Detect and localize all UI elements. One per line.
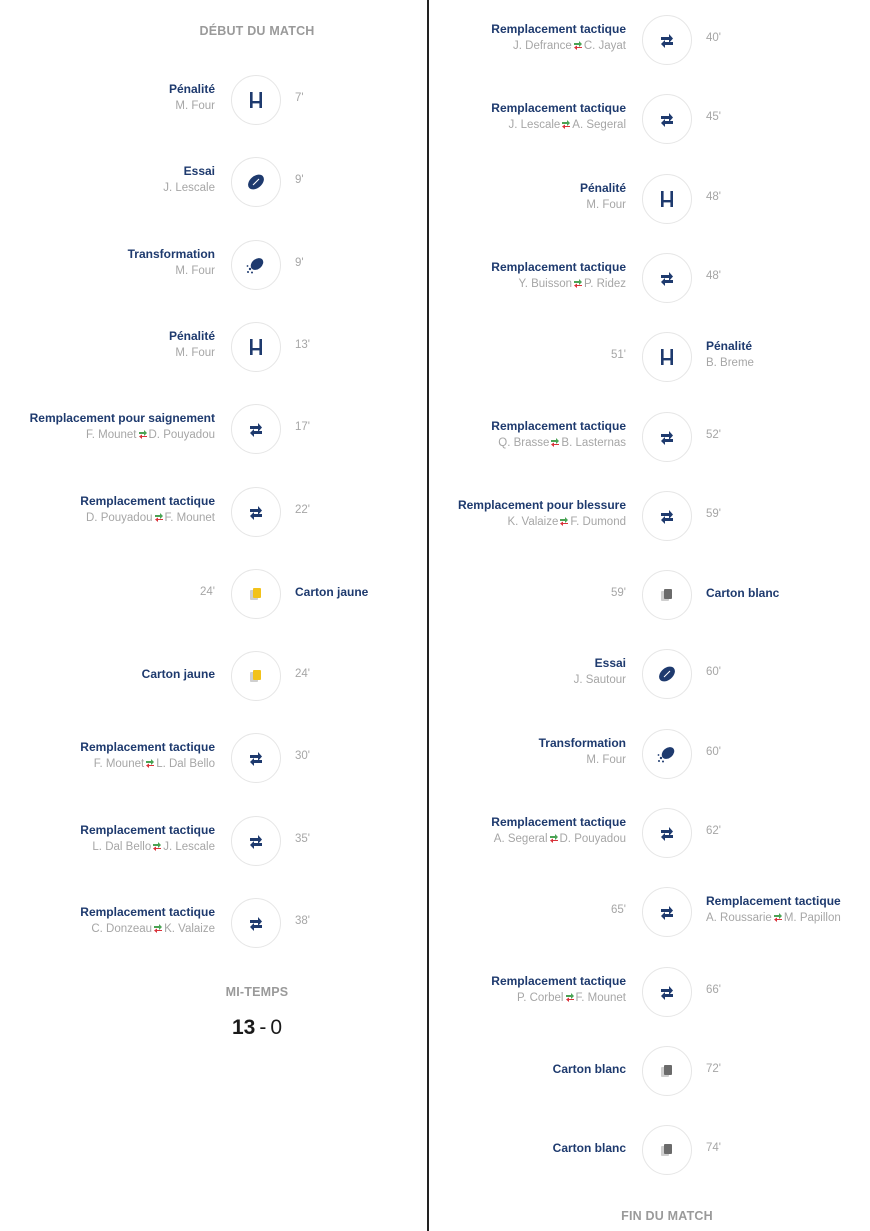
goalposts-icon — [659, 190, 675, 208]
player-in: D. Pouyadou — [559, 833, 626, 845]
event-minute: 62' — [706, 825, 721, 837]
match-end-marker: FIN DU MATCH — [621, 1209, 713, 1223]
event-title: Remplacement pour saignement — [29, 411, 215, 426]
timeline-event-substitution — [0, 968, 870, 1018]
penalty-event-badge — [642, 332, 692, 382]
event-title: Remplacement tactique — [491, 973, 626, 988]
player-out: Q. Brasse — [498, 436, 550, 449]
white-card-icon — [659, 1142, 675, 1158]
player-out: Y. Buisson — [518, 277, 573, 290]
score-separator: - — [259, 1016, 267, 1039]
event-title: Remplacement pour blessure — [457, 497, 626, 512]
event-details — [706, 584, 870, 602]
event-player: M. Four — [586, 753, 626, 766]
event-minute: 24' — [295, 668, 310, 681]
event-player: M. Four — [175, 346, 215, 359]
substitution-players — [366, 117, 626, 134]
substitution-arrows-icon — [658, 31, 676, 49]
event-details — [366, 179, 626, 214]
event-title: Carton jaune — [295, 584, 369, 599]
event-player: B. Breme — [706, 357, 754, 370]
event-details — [706, 337, 870, 372]
timeline-event-white-card — [0, 1126, 870, 1176]
white-card-event-badge — [642, 1125, 692, 1175]
event-title: Pénalité — [706, 339, 753, 354]
substitution-arrows-icon — [658, 269, 676, 287]
player-in: K. Valaize — [164, 923, 215, 935]
swap-arrows-icon — [548, 833, 560, 845]
player-in: F. Mounet — [164, 511, 215, 524]
event-minute: 66' — [706, 983, 721, 996]
event-details — [366, 20, 626, 55]
player-out: D. Pouyadou — [86, 511, 153, 524]
event-details — [366, 1139, 626, 1157]
substitution-event-badge — [642, 491, 692, 541]
event-minute: 48' — [706, 190, 721, 203]
event-minute: 52' — [706, 428, 721, 441]
timeline-event-penalty — [0, 333, 870, 383]
player-in: L. Dal Bello — [156, 758, 215, 771]
player-in: P. Ridez — [584, 277, 626, 290]
event-minute: 38' — [295, 915, 310, 927]
event-details — [366, 654, 626, 689]
player-out: F. Mounet — [93, 758, 145, 771]
event-title: Remplacement tactique — [491, 259, 626, 274]
event-title: Transformation — [538, 735, 626, 750]
away-score: 0 — [270, 1016, 283, 1039]
substitution-event-badge — [642, 808, 692, 858]
event-minute: 40' — [706, 32, 721, 44]
event-player: M. Four — [175, 100, 215, 112]
event-title: Pénalité — [579, 180, 626, 195]
substitution-players — [366, 831, 626, 848]
player-out: C. Donzeau — [91, 923, 153, 935]
player-in: F. Dumond — [570, 515, 626, 528]
player-out: J. Defrance — [513, 40, 572, 52]
event-details — [366, 972, 626, 1007]
event-details — [366, 99, 626, 134]
substitution-event-badge — [642, 887, 692, 937]
timeline-event-substitution — [0, 492, 870, 542]
swap-arrows-icon — [572, 278, 584, 290]
swap-arrows-icon — [560, 119, 572, 131]
timeline-event-try — [0, 650, 870, 700]
timeline-event-white-card — [0, 1047, 870, 1097]
timeline-event-substitution — [0, 16, 870, 66]
player-in: B. Lasternas — [561, 436, 626, 449]
substitution-arrows-icon — [658, 507, 676, 525]
player-in: J. Lescale — [163, 840, 215, 853]
substitution-arrows-icon — [658, 983, 676, 1001]
event-title: Carton blanc — [552, 1141, 626, 1156]
event-details — [706, 892, 870, 927]
event-minute: 24' — [200, 585, 215, 598]
event-details — [366, 1060, 626, 1078]
player-out: J. Lescale — [508, 119, 561, 132]
white-card-icon — [659, 587, 675, 603]
timeline-event-conversion — [0, 730, 870, 780]
white-card-event-badge — [642, 570, 692, 620]
player-out: F. Mounet — [86, 429, 137, 442]
event-title: Remplacement tactique — [80, 822, 215, 837]
penalty-event-badge — [642, 174, 692, 224]
event-title: Remplacement tactique — [491, 815, 626, 829]
swap-arrows-icon — [572, 40, 584, 52]
substitution-event-badge — [642, 253, 692, 303]
home-score: 13 — [231, 1016, 256, 1039]
event-minute: 59' — [611, 587, 626, 600]
player-out: P. Corbel — [517, 991, 564, 1004]
match-start-marker: DÉBUT DU MATCH — [199, 24, 315, 38]
event-title: Remplacement tactique — [491, 22, 626, 36]
swap-arrows-icon — [549, 437, 561, 449]
event-minute: 59' — [706, 507, 721, 520]
event-title: Remplacement tactique — [491, 418, 626, 433]
substitution-players — [366, 435, 626, 452]
timeline-event-white-card — [0, 571, 870, 621]
event-title: Essai — [594, 656, 626, 671]
event-details — [366, 417, 626, 452]
event-title: Remplacement tactique — [80, 740, 215, 755]
event-title: Transformation — [127, 246, 215, 261]
timeline-event-penalty — [0, 175, 870, 225]
try-event-badge — [642, 649, 692, 699]
event-title: Pénalité — [168, 82, 215, 96]
substitution-players — [366, 38, 626, 55]
event-minute: 35' — [295, 832, 310, 845]
goalposts-icon — [659, 348, 675, 366]
swap-arrows-icon — [772, 912, 784, 924]
event-minute: 13' — [295, 338, 310, 351]
event-minute: 30' — [295, 750, 310, 763]
player-in: M. Papillon — [783, 912, 841, 925]
event-title: Remplacement tactique — [491, 101, 626, 116]
event-details — [366, 496, 626, 531]
timeline-event-substitution — [0, 888, 870, 938]
substitution-players — [366, 990, 626, 1007]
event-player: M. Four — [586, 198, 626, 211]
event-details — [366, 258, 626, 293]
timeline-event-substitution — [0, 809, 870, 859]
event-player: M. Four — [175, 264, 215, 277]
half-time-score — [107, 1016, 407, 1040]
event-title: Carton jaune — [141, 667, 215, 682]
player-out: L. Dal Bello — [92, 840, 152, 853]
event-player: J. Sautour — [573, 674, 626, 687]
event-minute: 48' — [706, 269, 721, 282]
event-details — [366, 734, 626, 769]
substitution-arrows-icon — [658, 110, 676, 128]
event-minute: 7' — [295, 92, 304, 104]
player-in: F. Mounet — [575, 991, 626, 1004]
event-minute: 45' — [706, 111, 721, 124]
substitution-event-badge — [642, 967, 692, 1017]
event-minute: 65' — [611, 904, 626, 917]
substitution-players — [366, 514, 626, 531]
conversion-event-badge — [642, 729, 692, 779]
event-minute: 17' — [295, 421, 310, 434]
event-title: Remplacement tactique — [80, 493, 215, 508]
substitution-event-badge — [642, 412, 692, 462]
player-in: D. Pouyadou — [148, 429, 215, 442]
swap-arrows-icon — [564, 992, 576, 1004]
substitution-arrows-icon — [658, 903, 676, 921]
substitution-event-badge — [642, 94, 692, 144]
swap-arrows-icon — [558, 516, 570, 528]
player-out: A. Segeral — [493, 833, 548, 845]
event-title: Remplacement tactique — [80, 905, 215, 919]
timeline-event-substitution — [0, 95, 870, 145]
event-title: Essai — [183, 164, 215, 179]
event-details — [366, 813, 626, 848]
substitution-arrows-icon — [658, 824, 676, 842]
timeline-event-substitution — [0, 254, 870, 304]
event-title: Remplacement tactique — [706, 894, 841, 909]
event-title: Carton blanc — [706, 586, 780, 601]
event-title: Carton blanc — [552, 1061, 626, 1076]
white-card-event-badge — [642, 1046, 692, 1096]
substitution-players — [706, 910, 870, 927]
event-minute: 51' — [611, 349, 626, 362]
event-minute: 74' — [706, 1142, 721, 1155]
player-out: A. Roussarie — [706, 912, 772, 925]
kicked-ball-icon — [656, 744, 678, 764]
event-minute: 60' — [706, 745, 721, 758]
timeline-event-substitution — [0, 413, 870, 463]
half-time-marker: MI-TEMPS — [225, 985, 289, 999]
event-title: Pénalité — [168, 328, 215, 343]
event-minute: 22' — [295, 503, 310, 516]
substitution-players — [366, 276, 626, 293]
event-minute: 72' — [706, 1062, 721, 1075]
white-card-icon — [659, 1063, 675, 1079]
substitution-event-badge — [642, 15, 692, 65]
event-minute: 60' — [706, 666, 721, 679]
player-out: K. Valaize — [507, 515, 559, 528]
rugby-ball-icon — [657, 664, 677, 684]
substitution-arrows-icon — [658, 428, 676, 446]
event-minute: 9' — [295, 256, 304, 269]
event-player: J. Lescale — [163, 182, 215, 195]
player-in: C. Jayat — [583, 40, 626, 52]
player-in: A. Segeral — [572, 119, 626, 132]
event-minute: 9' — [295, 174, 304, 187]
